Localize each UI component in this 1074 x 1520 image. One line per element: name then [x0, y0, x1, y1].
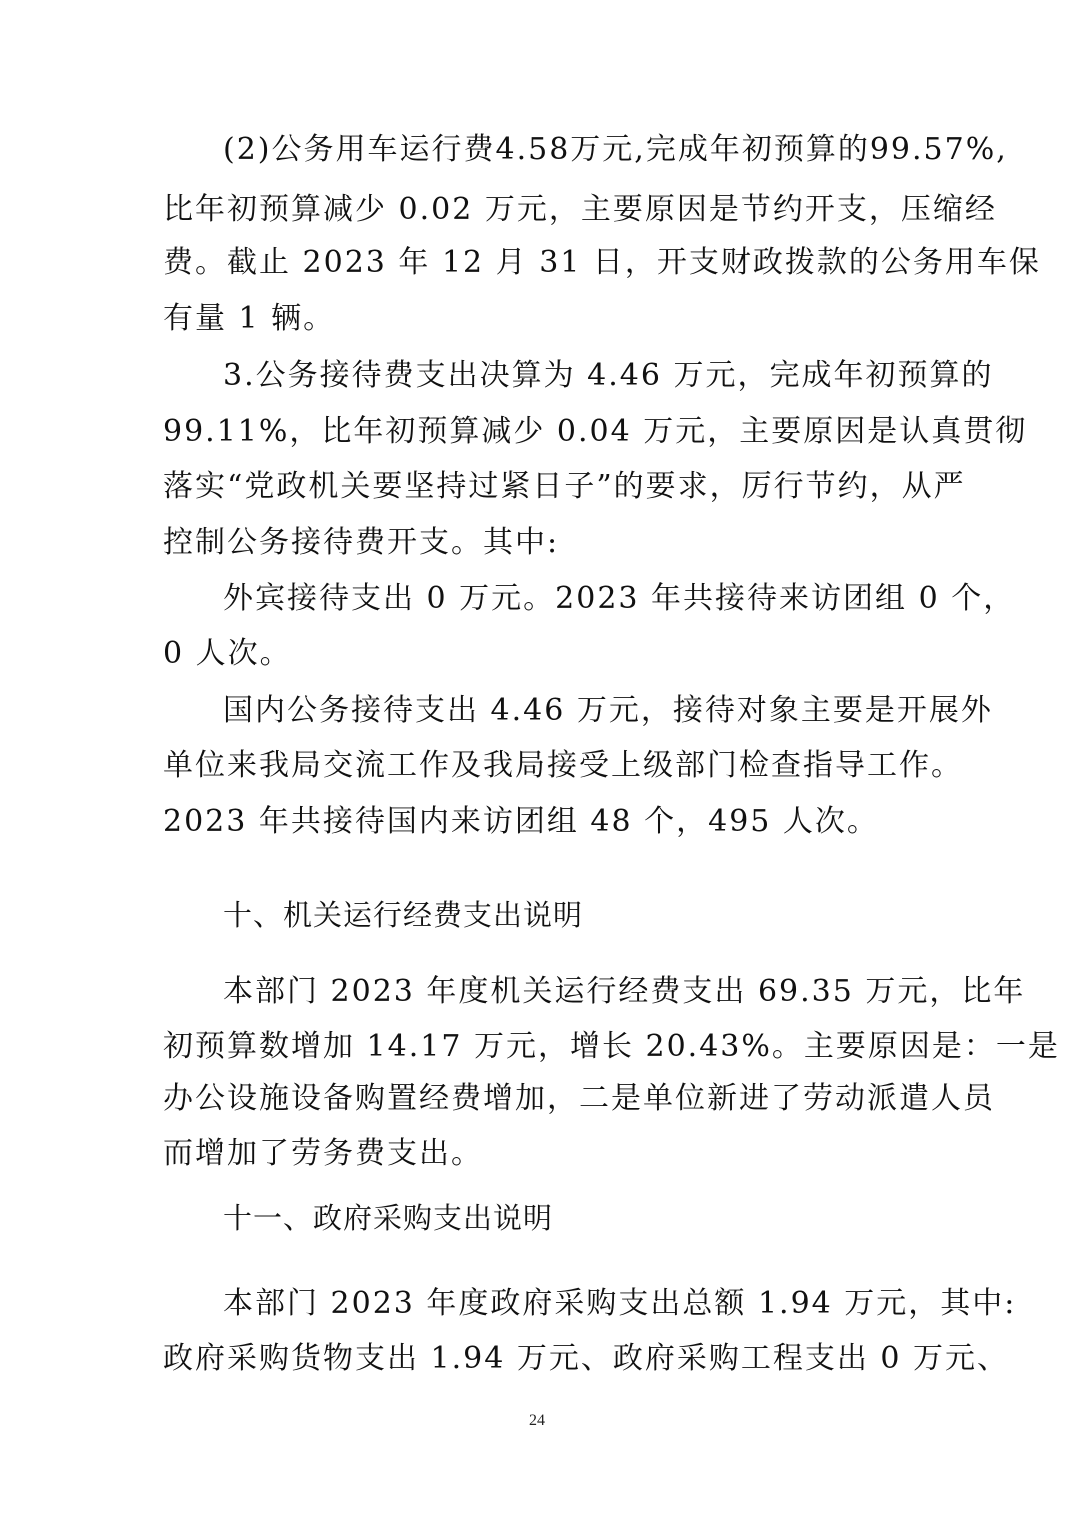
- section-heading-10: 十、机关运行经费支出说明: [223, 898, 584, 932]
- paragraph-line: 国内公务接待支出 4.46 万元，接待对象主要是开展外: [223, 693, 993, 728]
- paragraph-line: 本部门 2023 年度机关运行经费支出 69.35 万元，比年: [223, 974, 1026, 1009]
- paragraph-line: 落实“党政机关要坚持过紧日子”的要求，厉行节约，从严: [163, 469, 966, 504]
- paragraph-line: 2023 年共接待国内来访团组 48 个，495 人次。: [163, 804, 879, 839]
- paragraph-line: 外宾接待支出 0 万元。2023 年共接待来访团组 0 个，: [223, 581, 1016, 616]
- paragraph-line: 有量 1 辆。: [163, 301, 336, 336]
- paragraph-line: (2)公务用车运行费4.58万元,完成年初预算的99.57%,: [223, 132, 1008, 167]
- paragraph-line: 而增加了劳务费支出。: [163, 1136, 483, 1171]
- paragraph-line: 费。截止 2023 年 12 月 31 日，开支财政拨款的公务用车保: [163, 245, 1041, 280]
- paragraph-line: 办公设施设备购置经费增加，二是单位新进了劳动派遣人员: [163, 1081, 995, 1116]
- paragraph-line: 单位来我局交流工作及我局接受上级部门检查指导工作。: [163, 748, 963, 783]
- paragraph-line: 初预算数增加 14.17 万元，增长 20.43%。主要原因是：一是: [163, 1029, 1060, 1064]
- paragraph-line: 比年初预算减少 0.02 万元，主要原因是节约开支，压缩经: [163, 192, 997, 227]
- paragraph-line: 3.公务接待费支出决算为 4.46 万元，完成年初预算的: [223, 358, 994, 393]
- section-heading-11: 十一、政府采购支出说明: [223, 1201, 554, 1235]
- paragraph-line: 政府采购货物支出 1.94 万元、政府采购工程支出 0 万元、: [163, 1341, 1010, 1376]
- page-number: 24: [529, 1412, 545, 1429]
- paragraph-line: 控制公务接待费开支。其中:: [163, 525, 560, 560]
- paragraph-line: 99.11%，比年初预算减少 0.04 万元，主要原因是认真贯彻: [163, 414, 1028, 449]
- paragraph-line: 本部门 2023 年度政府采购支出总额 1.94 万元，其中:: [223, 1286, 1017, 1321]
- paragraph-line: 0 人次。: [163, 636, 292, 671]
